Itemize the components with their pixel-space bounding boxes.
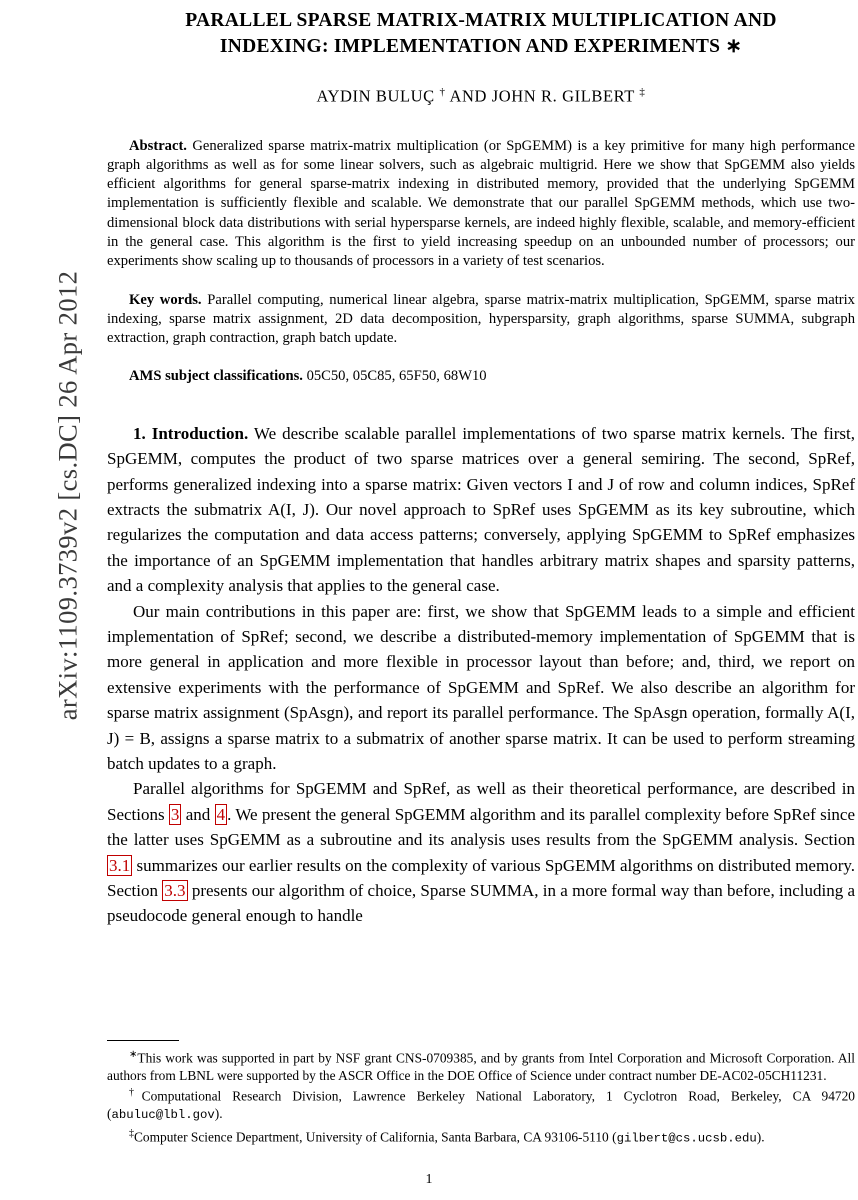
ams-classification-block: [107, 367, 855, 386]
footnote-star: [107, 1046, 855, 1084]
author-second-mark: ‡: [639, 86, 646, 98]
title-line-1: PARALLEL SPARSE MATRIX-MATRIX MULTIPLICATION AND: [185, 10, 777, 31]
abstract-text: Generalized sparse matrix-matrix multiplication (or SpGEMM) is a key primitive for many high performance graph algorithms as well as for some linear solvers, such as algebraic multigrid. Here we show that SpGEMM also yields efficient algorithms for general sparse-matrix indexing in distributed memory, provided that the underlying SpGEMM implementation is sufficiently flexible and scalable. We demonstrate that our parallel SpGEMM methods, which use two-dimensional block data distributions with serial hypersparse kernels, are indeed highly flexible, scalable, and memory-efficient in the general case. This algorithm is the first to yield increasing speedup on an unbounded number of processors; our experiments show scaling up to thousands of processors in a variety of test scenarios.: [107, 137, 855, 270]
section-reference-4[interactable]: 4: [216, 804, 226, 824]
intro-paragraph-2: Our main contributions in this paper are: first, we show that SpGEMM leads to a simple and efficient implementation of SpRef; second, we describe a distributed-memory implementation of SpGEMM that is more general in application and more flexible in processor layout than before; and, third, we report on extensive experiments with the performance of SpGEMM and SpRef. We also describe an algorithm for sparse matrix assignment (SpAsgn), and report its parallel performance. The SpAsgn operation, formally A(I, J) = B, assigns a sparse matrix to a submatrix of another sparse matrix. It can be used to perform streaming batch updates to a graph.: [107, 601, 855, 774]
author-conjunction: AND: [449, 86, 488, 106]
footnote-ddagger-tail: ).: [756, 1129, 765, 1145]
footnote-dagger-email[interactable]: abuluc@lbl.gov: [111, 1108, 215, 1123]
author-second: JOHN R. GILBERT: [491, 86, 635, 106]
footnote-dagger-text: Computational Research Division, Lawrence Berkeley National Laboratory, 1 Cyclotron Road, Berkeley, CA 94720 (: [107, 1088, 855, 1122]
intro-p3-seg-d: summarizes our earlier results on the complexity of various SpGEMM algorithms on distributed memory. Section: [107, 855, 856, 901]
section-reference-3[interactable]: 3: [170, 804, 180, 824]
title-line-2: INDEXING: IMPLEMENTATION AND EXPERIMENTS: [219, 36, 721, 57]
abstract-label: Abstract.: [129, 137, 187, 154]
ams-label: AMS subject classifications.: [129, 368, 303, 385]
abstract-block: [107, 137, 855, 272]
footnote-dagger: [107, 1084, 855, 1124]
keywords-block: [107, 291, 855, 349]
title-footnote-mark: ∗: [725, 36, 743, 57]
intro-p3-seg-a: Parallel algorithms for SpGEMM and SpRef, as well as their theoretical performance, are described in Sections: [107, 779, 855, 824]
footnotes-block: [107, 1046, 855, 1147]
footnote-dagger-mark: †: [129, 1087, 142, 1099]
paper-content: [107, 0, 855, 929]
introduction-section: [107, 421, 855, 929]
footnote-ddagger-email[interactable]: gilbert@cs.ucsb.edu: [616, 1131, 757, 1146]
author-first: AYDIN BULUÇ: [316, 86, 435, 106]
intro-p3-seg-b: and: [185, 804, 211, 824]
section-title: Introduction.: [151, 423, 249, 443]
section-number: 1.: [133, 423, 146, 443]
arxiv-identifier-stamp: arXiv:1109.3739v2 [cs.DC] 26 Apr 2012: [52, 270, 83, 721]
intro-paragraph-1-text: We describe scalable parallel implementations of two sparse matrix kernels. The first, SpGEMM, computes the product of two sparse matrices over a general semiring. The second, SpRef, performs generalized indexing into a sparse matrix: Given vectors I and J of row and column indices, SpRef extracts the submatrix A(I, J). Our novel approach to SpRef uses SpGEMM as its key subroutine, which regularizes the computation and data access patterns; conversely, applying SpGEMM to SpRef emphasizes the importance of an SpGEMM implementation that handles arbitrary matrix shapes and sparsity patterns, and a complexity analysis that applies to the general case.: [107, 423, 855, 596]
keywords-text: Parallel computing, numerical linear algebra, sparse matrix-matrix multiplication, SpGEMM, sparse matrix indexing, sparse matrix assignment, 2D data decomposition, hypersparsity, graph algorithms, sparse SUMMA, subgraph extraction, graph contraction, graph batch update.: [107, 291, 855, 347]
author-first-mark: †: [439, 86, 446, 98]
intro-p3-seg-c: . We present the general SpGEMM algorithm and its parallel complexity before SpRef since the latter uses SpGEMM as a subroutine and its analysis uses results from the SpGEMM analysis. Section: [107, 804, 856, 850]
footnote-dagger-tail: ).: [214, 1106, 223, 1122]
footnote-star-text: This work was supported in part by NSF grant CNS-0709385, and by grants from Intel Corporation and Microsoft Corporation. All authors from LBNL were supported by the ASCR Office in the DOE Office of Science under contract number DE-AC02-05CH11231.: [107, 1050, 855, 1083]
page-number: 1: [425, 1172, 433, 1187]
section-reference-3-3[interactable]: 3.3: [164, 881, 186, 901]
footnote-ddagger-mark: ‡: [129, 1127, 134, 1139]
keywords-label: Key words.: [129, 291, 202, 308]
intro-paragraph-3: [107, 776, 855, 928]
section-reference-3-1[interactable]: 3.1: [109, 855, 131, 875]
footnote-divider: [107, 1040, 179, 1041]
intro-p3-seg-e: presents our algorithm of choice, Sparse SUMMA, in a more formal way than before, including a pseudocode general enough to handle: [107, 881, 856, 926]
footnote-star-mark: ∗: [129, 1049, 138, 1060]
author-list: [107, 86, 855, 107]
footnote-ddagger-text: Computer Science Department, University of California, Santa Barbara, CA 93106-5110 (: [134, 1129, 617, 1145]
page-title: [107, 8, 855, 60]
ams-text: 05C50, 05C85, 65F50, 68W10: [306, 368, 487, 385]
footnote-ddagger: [107, 1125, 855, 1148]
intro-paragraph-1: [107, 421, 855, 599]
